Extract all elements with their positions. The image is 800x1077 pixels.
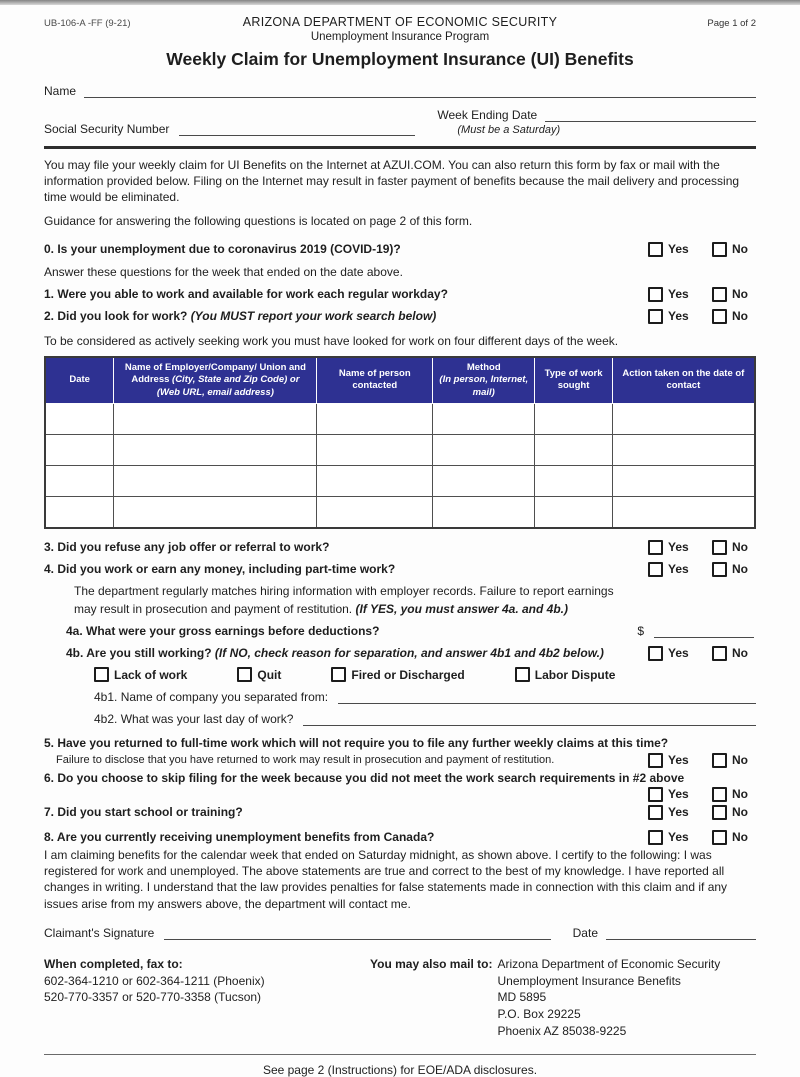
col-header-date: Date [45, 357, 114, 404]
q4-yes-label: Yes [668, 562, 689, 576]
question-4-row [44, 560, 756, 578]
week-ending-input-line[interactable] [545, 108, 756, 122]
question-6: 6. Do you choose to skip filing for the week because you did not meet the work search requirements in #2 above [44, 771, 685, 785]
q3-no-checkbox[interactable] [712, 540, 727, 555]
q6-yes-checkbox[interactable] [648, 787, 663, 802]
cell-date[interactable] [45, 404, 114, 435]
cell-employer[interactable] [114, 404, 317, 435]
q4-yes-no-group [648, 562, 756, 577]
cell-employer[interactable] [114, 466, 317, 497]
mail-address [497, 956, 720, 1040]
question-2-note: (You MUST report your work search below) [190, 309, 437, 324]
guidance-note: Guidance for answering the following questions is located on page 2 of this form. [44, 214, 473, 229]
q4b-no-label: No [732, 646, 748, 660]
question-4-info-emphasis: (If YES, you must answer 4a. and 4b.) [355, 602, 569, 616]
labor-dispute-checkbox[interactable] [515, 667, 530, 682]
q0-yes-checkbox[interactable] [648, 242, 663, 257]
q6-yes-no-group [648, 787, 756, 802]
mail-address-line: MD 5895 [497, 990, 547, 1005]
company-name-input-line[interactable] [338, 690, 756, 704]
q6-yes-label: Yes [668, 787, 689, 801]
q5-yes-no-group [648, 753, 756, 768]
q1-no-label: No [732, 287, 748, 302]
ssn-input-line[interactable] [179, 122, 415, 136]
question-8-row [44, 828, 756, 846]
question-2-row [44, 307, 756, 325]
question-4b-row [44, 644, 756, 662]
form-title: Weekly Claim for Unemployment Insurance (UI) Benefits [166, 49, 634, 69]
mail-address-line: P.O. Box 29225 [497, 1007, 581, 1022]
q7-yes-no-group [648, 805, 756, 820]
separation-reason-group [44, 667, 756, 682]
q4-no-label: No [732, 562, 748, 576]
signature-input-line[interactable] [164, 926, 550, 940]
q5-yes-checkbox[interactable] [648, 753, 663, 768]
col-header-work-type: Type of work sought [535, 357, 612, 404]
q1-yes-checkbox[interactable] [648, 287, 663, 302]
contact-footer [44, 956, 756, 1040]
lack-of-work-label: Lack of work [114, 667, 188, 682]
lack-of-work-checkbox[interactable] [94, 667, 109, 682]
question-1-row [44, 285, 756, 303]
q0-no-label: No [732, 242, 748, 257]
question-5: 5. Have you returned to full-time work which will not require you to file any further weekly claims at this time? [44, 736, 669, 750]
cell-method[interactable] [433, 497, 535, 529]
q4-yes-checkbox[interactable] [648, 562, 663, 577]
date-label: Date [572, 925, 598, 940]
question-4b: 4b. Are you still working? (If NO, check reason for separation, and answer 4b1 and 4b2 below.) [66, 646, 604, 660]
labor-dispute-label: Labor Dispute [534, 667, 616, 682]
answer-note: Answer these questions for the week that ended on the date above. [44, 265, 403, 280]
question-5-note: Failure to disclose that you have returned to work may result in prosecution and payment of restitution. [56, 754, 555, 766]
question-4a: 4a. What were your gross earnings before deductions? [66, 624, 380, 638]
quit-label: Quit [257, 667, 282, 682]
fired-discharged-label: Fired or Discharged [351, 667, 465, 682]
q6-no-checkbox[interactable] [712, 787, 727, 802]
signature-label: Claimant's Signature [44, 925, 155, 940]
q4b-yes-no-group [648, 646, 756, 661]
cell-method[interactable] [433, 466, 535, 497]
q0-yes-label: Yes [668, 242, 689, 257]
cell-person[interactable] [317, 404, 433, 435]
ssn-week-row [44, 108, 756, 136]
q5-no-label: No [732, 753, 748, 767]
week-ending-label: Week Ending Date [437, 108, 538, 122]
q4b-yes-checkbox[interactable] [648, 646, 663, 661]
q1-yes-no-group [648, 287, 756, 302]
q7-yes-label: Yes [668, 805, 689, 819]
mail-address-line: Phoenix AZ 85038-9225 [497, 1023, 627, 1038]
q3-no-label: No [732, 540, 748, 554]
cell-person[interactable] [317, 466, 433, 497]
q8-no-checkbox[interactable] [712, 830, 727, 845]
q3-yes-no-group [648, 540, 756, 555]
q0-yes-no-group [648, 242, 756, 257]
date-input-line[interactable] [606, 926, 756, 940]
question-8: 8. Are you currently receiving unemployment benefits from Canada? [44, 830, 435, 844]
mail-address-line: Arizona Department of Economic Security [497, 956, 721, 971]
question-3-row [44, 538, 756, 556]
q2-yes-checkbox[interactable] [648, 309, 663, 324]
work-search-row [45, 497, 755, 529]
q6-no-label: No [732, 787, 748, 801]
ssn-label: Social Security Number [44, 122, 170, 136]
cell-person[interactable] [317, 497, 433, 529]
cell-method[interactable] [433, 404, 535, 435]
fired-discharged-checkbox[interactable] [331, 667, 346, 682]
divider-thick [44, 146, 756, 149]
col-header-method: Method (In person, Internet, mail) [433, 357, 535, 404]
program-name: Unemployment Insurance Program [310, 31, 490, 43]
agency-name: ARIZONA DEPARTMENT OF ECONOMIC SECURITY [242, 15, 558, 29]
last-day-input-line[interactable] [303, 712, 756, 726]
eoe-ada-note: See page 2 (Instructions) for EOE/ADA disclosures. [262, 1062, 538, 1077]
gross-earnings-input-line[interactable] [654, 624, 754, 638]
cell-method[interactable] [433, 435, 535, 466]
page-indicator: Page 1 of 2 [707, 18, 756, 29]
q4-no-checkbox[interactable] [712, 562, 727, 577]
filing-instructions: You may file your weekly claim for UI Benefits on the Internet at AZUI.COM. You can also return this form by fax or mail with the information provided below. Filing on the Internet may result in faster payment of benefits because the mail delivery and processing time would be eliminated. [44, 158, 740, 204]
work-search-header-row [45, 357, 755, 404]
cell-person[interactable] [317, 435, 433, 466]
q8-yes-no-group [648, 830, 756, 845]
signature-row [44, 926, 756, 940]
cell-action[interactable] [612, 435, 755, 466]
question-4-info: The department regularly matches hiring information with employer records. Failure to report earnings may result in prosecution and payment of restitution. (If YES, you must answer 4a. and 4b.) [74, 584, 614, 616]
question-5-note-row [44, 751, 756, 769]
work-search-row [45, 404, 755, 435]
mail-address-line: Unemployment Insurance Benefits [497, 973, 681, 988]
q7-no-checkbox[interactable] [712, 805, 727, 820]
cell-action[interactable] [612, 466, 755, 497]
q2-no-checkbox[interactable] [712, 309, 727, 324]
cell-date[interactable] [45, 466, 114, 497]
cell-action[interactable] [612, 497, 755, 529]
cell-date[interactable] [45, 497, 114, 529]
q8-yes-label: Yes [668, 830, 689, 844]
name-input-line[interactable] [84, 84, 756, 98]
name-field-row [44, 84, 756, 98]
col-header-action: Action taken on the date of contact [612, 357, 755, 404]
q2-yes-no-group [648, 309, 756, 324]
q5-no-checkbox[interactable] [712, 753, 727, 768]
question-3: 3. Did you refuse any job offer or referral to work? [44, 540, 330, 554]
question-4: 4. Did you work or earn any money, including part-time work? [44, 562, 396, 576]
work-search-note: To be considered as actively seeking work you must have looked for work on four different days of the week. [44, 334, 619, 349]
q3-yes-label: Yes [668, 540, 689, 554]
form-page [0, 5, 800, 1077]
certification-statement: I am claiming benefits for the calendar week that ended on Saturday midnight, as shown above. I certify to the following: I was registered for work and unemployed. The above statements are true and correct to the best of my knowledge. I have reported all changes in writing. I understand that the law provides penalties for false statements made in connection with this claim and if any issues arise from my answers above, the department will contact me. [44, 848, 728, 911]
question-7: 7. Did you start school or training? [44, 805, 243, 819]
cell-work-type[interactable] [535, 404, 612, 435]
work-search-table [44, 356, 756, 529]
divider-thin [44, 1054, 756, 1055]
form-header [44, 15, 756, 43]
q3-yes-checkbox[interactable] [648, 540, 663, 555]
question-2: 2. Did you look for work? (You MUST report your work search below) [44, 309, 437, 324]
question-4a-row [44, 622, 756, 640]
fax-line-tucson: 520-770-3357 or 520-770-3358 (Tucson) [44, 990, 262, 1005]
dollar-sign: $ [637, 624, 644, 638]
question-0-row [44, 240, 756, 258]
q2-yes-label: Yes [668, 309, 689, 324]
col-header-person: Name of person contacted [317, 357, 433, 404]
q1-yes-label: Yes [668, 287, 689, 302]
cell-employer[interactable] [114, 497, 317, 529]
question-4b1: 4b1. Name of company you separated from: [94, 690, 329, 704]
quit-checkbox[interactable] [237, 667, 252, 682]
question-6-answer-row [44, 785, 756, 803]
cell-work-type[interactable] [535, 466, 612, 497]
q4b-no-checkbox[interactable] [712, 646, 727, 661]
name-label: Name [44, 84, 77, 98]
q2-no-label: No [732, 309, 748, 324]
q1-no-checkbox[interactable] [712, 287, 727, 302]
cell-work-type[interactable] [535, 435, 612, 466]
form-number: UB-106-A -FF (9-21) [44, 18, 131, 29]
work-search-row [45, 435, 755, 466]
cell-work-type[interactable] [535, 497, 612, 529]
cell-date[interactable] [45, 435, 114, 466]
cell-action[interactable] [612, 404, 755, 435]
question-7-row [44, 803, 756, 821]
q7-no-label: No [732, 805, 748, 819]
col-header-employer: Name of Employer/Company/ Union and Address (City, State and Zip Code) or (Web URL, email address) [114, 357, 317, 404]
q8-yes-checkbox[interactable] [648, 830, 663, 845]
cell-employer[interactable] [114, 435, 317, 466]
question-4b-note: (If NO, check reason for separation, and answer 4b1 and 4b2 below.) [214, 646, 604, 660]
fax-block [44, 956, 370, 1040]
question-4b2: 4b2. What was your last day of work? [94, 712, 294, 726]
question-4b1-row [44, 690, 756, 704]
q4b-yes-label: Yes [668, 646, 689, 660]
question-4b2-row [44, 712, 756, 726]
week-ending-note: (Must be a Saturday) [457, 124, 561, 136]
q7-yes-checkbox[interactable] [648, 805, 663, 820]
mail-heading: You may also mail to: [370, 956, 493, 971]
question-1: 1. Were you able to work and available for work each regular workday? [44, 287, 448, 302]
fax-line-phoenix: 602-364-1210 or 602-364-1211 (Phoenix) [44, 973, 265, 988]
q8-no-label: No [732, 830, 748, 844]
work-search-row [45, 466, 755, 497]
q0-no-checkbox[interactable] [712, 242, 727, 257]
mail-block [370, 956, 756, 1040]
fax-heading: When completed, fax to: [44, 956, 183, 971]
q5-yes-label: Yes [668, 753, 689, 767]
question-0: 0. Is your unemployment due to coronavirus 2019 (COVID-19)? [44, 242, 401, 257]
